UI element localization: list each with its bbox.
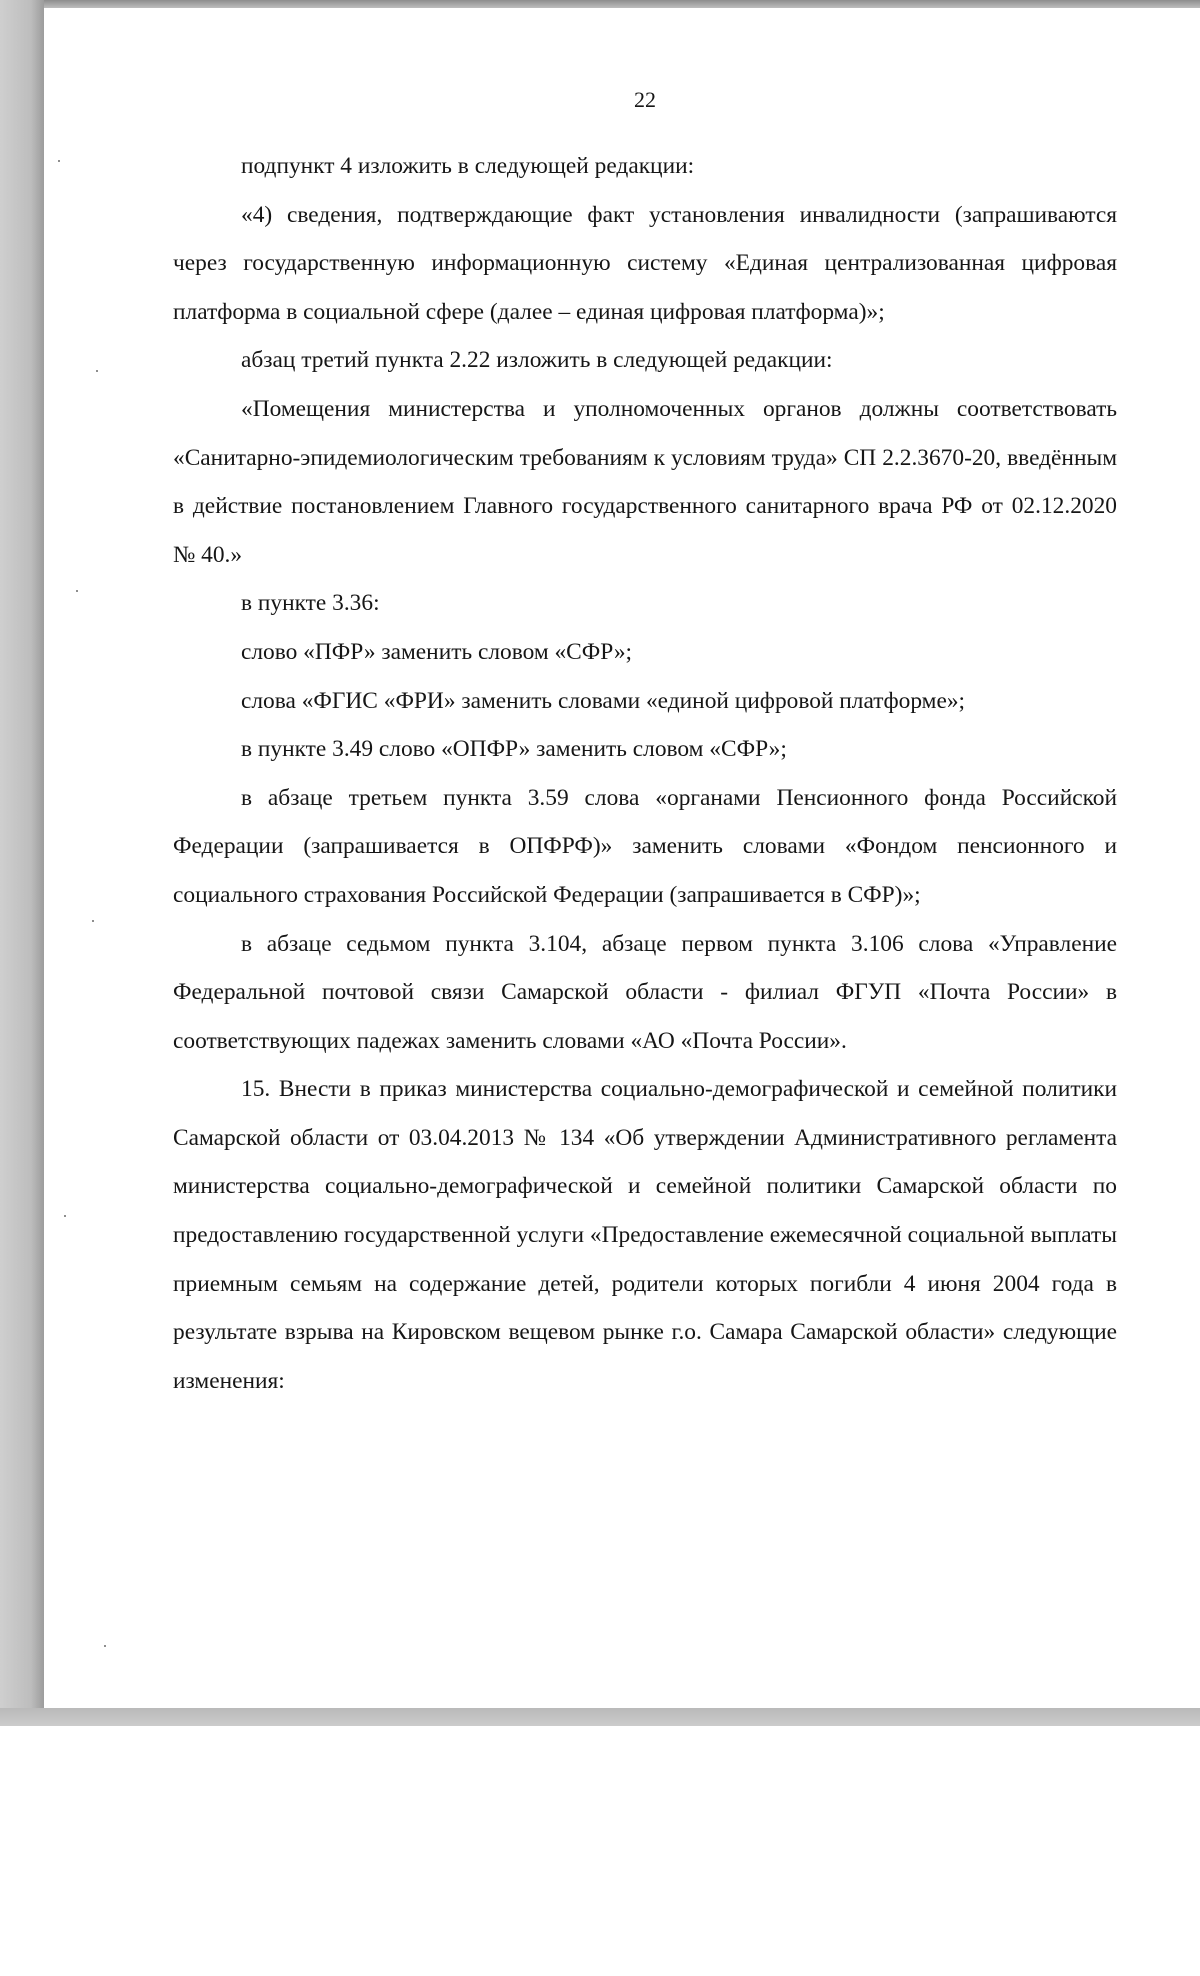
paragraph: в абзаце седьмом пункта 3.104, абзаце первом пункта 3.106 слова «Управление Федеральной почтовой связи Самарской области - филиал ФГУП «Почта России» в соответствующих падежах заменить словами «АО «Почта России». bbox=[173, 930, 1117, 1054]
scan-left-edge bbox=[0, 0, 44, 1726]
paragraph: в абзаце третьем пункта 3.59 слова «органами Пенсионного фонда Российской Федерации (запрашивается в ОПФРФ)» заменить словами «Фондом пенсионного и социального страхования Российской Федерации (запрашивается в СФР)»; bbox=[173, 784, 1117, 908]
scan-speck bbox=[64, 1215, 66, 1217]
document-body bbox=[173, 142, 1117, 1405]
scan-speck bbox=[58, 160, 60, 162]
paragraph: 15. Внести в приказ министерства социально-демографической и семейной политики Самарской области от 03.04.2013 № 134 «Об утверждении Административного регламента министерства социально-демографической и семейной политики Самарской области по предоставлению государственной услуги «Предоставление ежемесячной социальной выплаты приемным семьям на содержание детей, родители которых погибли 4 июня 2004 года в результате взрыва на Кировском вещевом рынке г.о. Самара Самарской области» следующие изменения: bbox=[173, 1076, 1117, 1394]
paragraph: «Помещения министерства и уполномоченных органов должны соответствовать «Санитарно-эпидемиологическим требованиям к условиям труда» СП 2.2.3670-20, введённым в действие постановлением Главного государственного санитарного врача РФ от 02.12.2020 № 40.» bbox=[173, 395, 1117, 568]
paragraph: слова «ФГИС «ФРИ» заменить словами «единой цифровой платформе»; bbox=[241, 687, 966, 714]
paragraph: абзац третий пункта 2.22 изложить в следующей редакции: bbox=[241, 347, 833, 374]
paragraph: «4) сведения, подтверждающие факт установления инвалидности (запрашиваются через государственную информационную систему «Единая централизованная цифровая платформа в социальной сфере (далее – единая цифровая платформа)»; bbox=[173, 201, 1117, 325]
paragraph: в пункте 3.49 слово «ОПФР» заменить словом «СФР»; bbox=[241, 736, 787, 763]
scan-speck bbox=[92, 920, 94, 922]
page-number: 22 bbox=[634, 87, 656, 112]
scan-speck bbox=[96, 370, 98, 372]
paragraph: подпункт 4 изложить в следующей редакции: bbox=[241, 153, 695, 179]
scan-speck bbox=[104, 1645, 106, 1647]
scan-bottom-edge bbox=[0, 1708, 1200, 1726]
paragraph: в пункте 3.36: bbox=[241, 590, 380, 617]
scan-top-edge bbox=[0, 0, 1200, 8]
paragraph: слово «ПФР» заменить словом «СФР»; bbox=[241, 638, 633, 665]
scan-speck bbox=[76, 590, 78, 592]
